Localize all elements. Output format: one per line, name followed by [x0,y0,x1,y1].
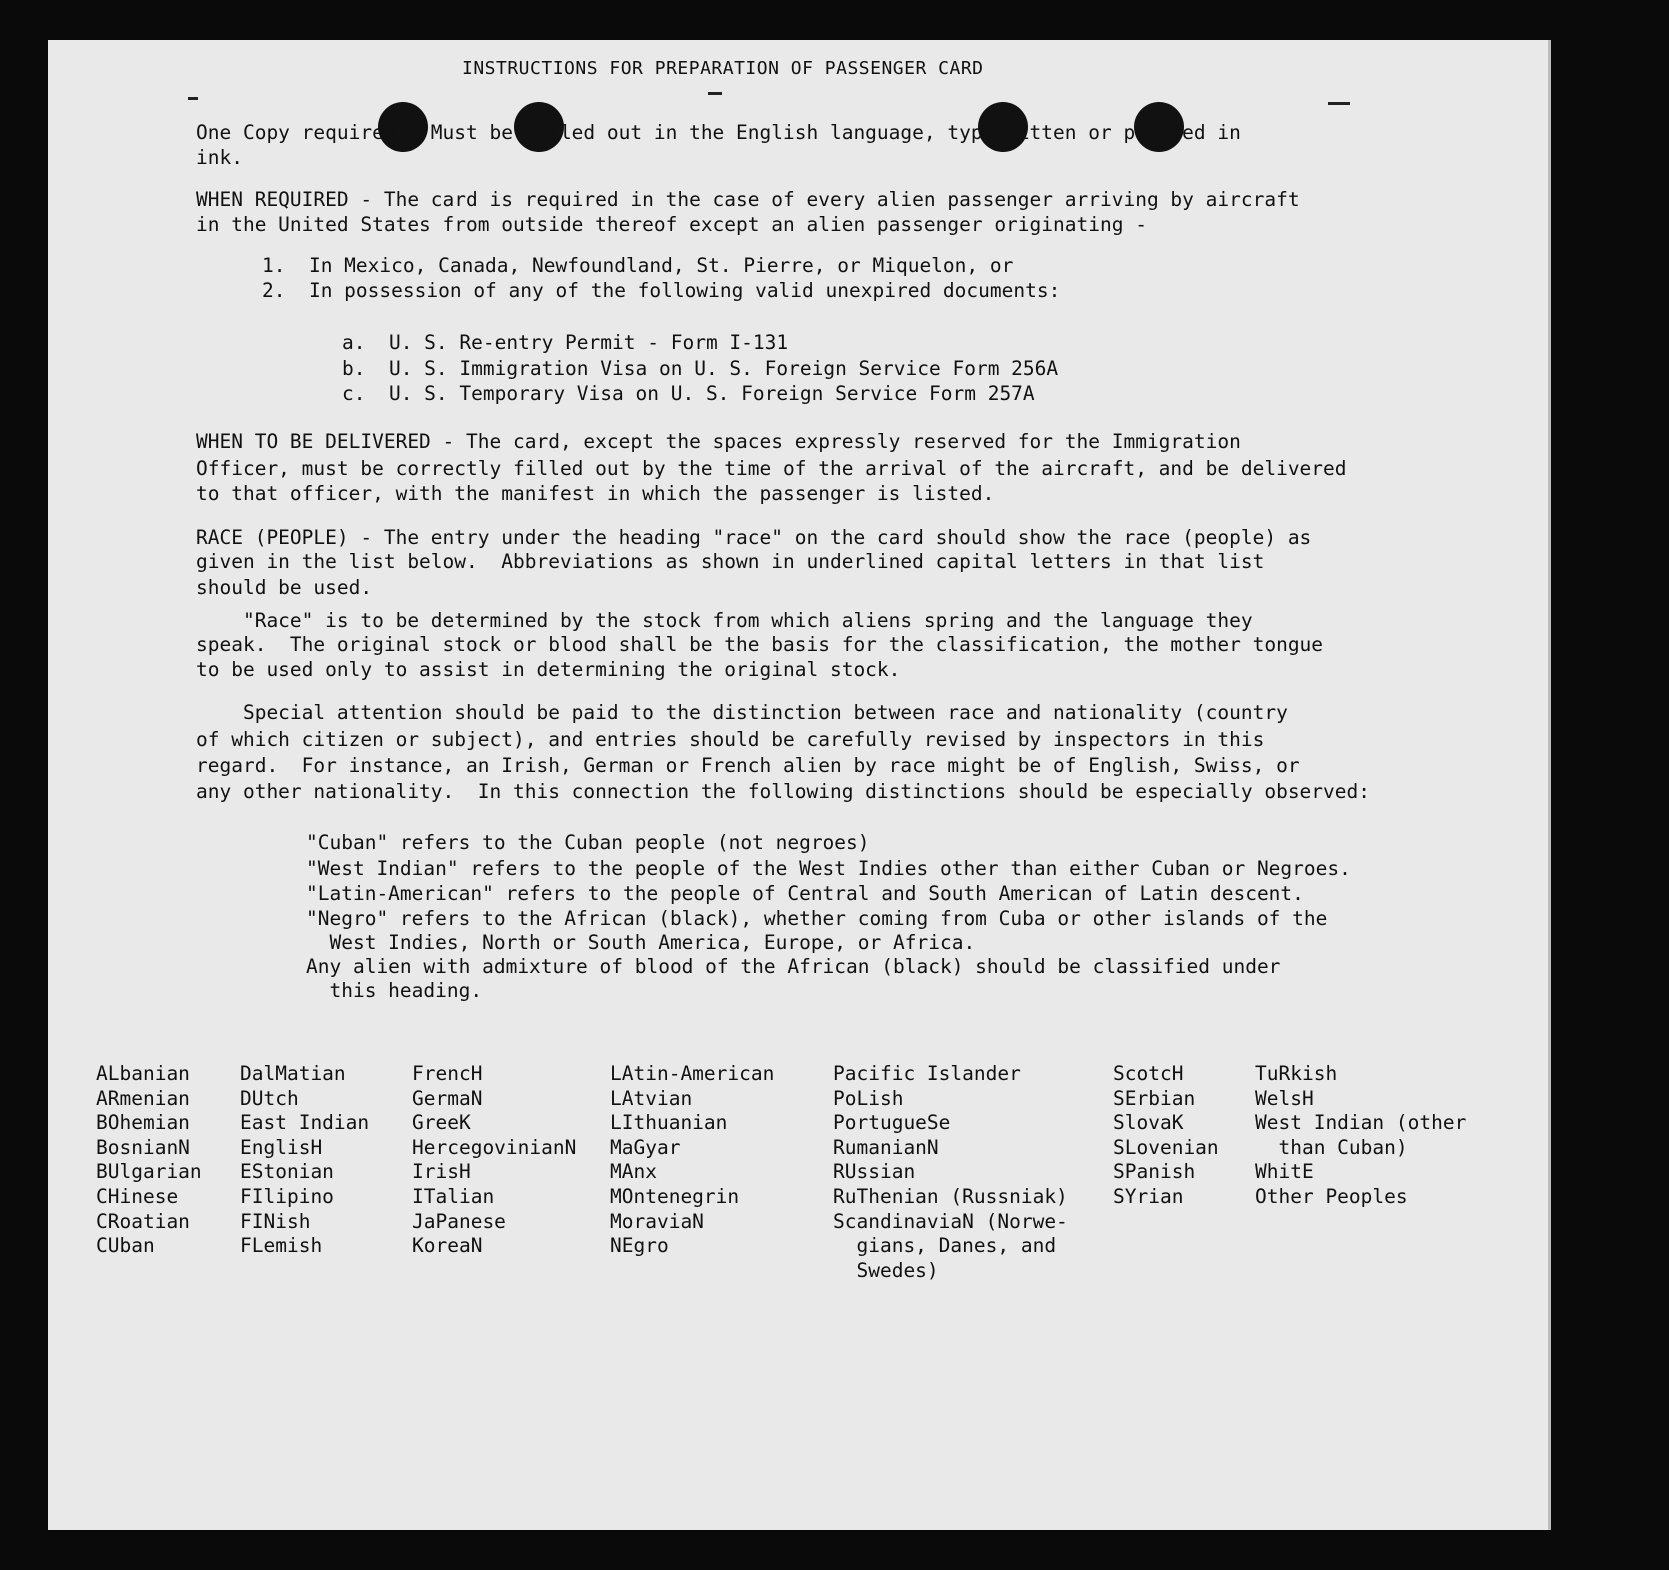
when-delivered-line: to that officer, with the manifest in which the passenger is listed. [196,482,995,505]
race-list-item: SlovaK [1113,1111,1184,1135]
intro-line: One Copy required. Must be filled out in the English language, typewritten or printed in [196,121,1241,144]
lettered-item: a. U. S. Re-entry Permit - Form I-131 [342,331,789,354]
race-list-item: Pacific Islander [833,1062,1021,1085]
race-list-item: SYrian [1113,1185,1184,1208]
race-list-item: Swedes) [833,1258,939,1282]
race-list-item: FINish [240,1209,311,1233]
race-list-item: MoraviaN [610,1209,704,1233]
race-list-item: PoLish [833,1086,904,1110]
race-list-item: WelsH [1255,1086,1314,1110]
race-list-item: SErbian [1113,1086,1196,1110]
race-list-item: ITalian [412,1185,495,1208]
race-list-item: FrencH [412,1062,483,1085]
distinction-line: "West Indian" refers to the people of the West Indies other than either Cuban or Negroes. [306,857,1351,880]
race-list-item: EnglisH [240,1135,323,1159]
race-definition-line: to be used only to assist in determining the original stock. [196,658,901,681]
race-list-item: CUban [96,1234,155,1258]
race-list-item: BosnianN [96,1135,190,1159]
race-list-item: West Indian (other [1255,1111,1467,1135]
race-list-item: JaPanese [412,1209,506,1233]
special-attention-line: regard. For instance, an Irish, German or French alien by race might be of English, Swiss, or [196,754,1300,777]
race-list-item: Other Peoples [1255,1185,1408,1208]
race-people-line: RACE (PEOPLE) - The entry under the heading "race" on the card should show the race (people) as [196,526,1312,549]
numbered-item: 2. In possession of any of the following valid unexpired documents: [262,279,1061,302]
race-list-item: gians, Danes, and [833,1234,1057,1258]
race-list-item: NEgro [610,1234,669,1258]
ink-smudge [708,92,722,95]
race-list-item: BOhemian [96,1111,190,1135]
race-people-line: given in the list below. Abbreviations as shown in underlined capital letters in that list [196,550,1265,573]
lettered-item: b. U. S. Immigration Visa on U. S. Foreign Service Form 256A [342,357,1059,380]
special-attention-line: of which citizen or subject), and entries should be carefully revised by inspectors in this [196,728,1265,751]
special-attention-line: Special attention should be paid to the distinction between race and nationality (country [196,701,1288,724]
race-list-item: MOntenegrin [610,1185,740,1208]
race-list-item: LAtin-American [610,1062,775,1085]
race-list-item: HercegovinianN [412,1135,577,1159]
when-required-line: in the United States from outside thereof except an alien passenger originating - [196,213,1147,236]
distinction-line: "Latin-American" refers to the people of Central and South American of Latin descent. [306,882,1304,905]
race-list-item: than Cuban) [1255,1135,1408,1159]
distinction-line: West Indies, North or South America, Europe, or Africa. [306,931,976,954]
race-list-item: SLovenian [1113,1135,1219,1159]
intro-line: ink. [196,146,243,169]
race-list-item: BUlgarian [96,1160,202,1184]
race-list-item: EStonian [240,1160,334,1184]
race-list-item: ScandinaviaN (Norwe- [833,1209,1068,1233]
race-list-item: GreeK [412,1111,471,1135]
when-required-line: WHEN REQUIRED - The card is required in the case of every alien passenger arriving by aircraft [196,188,1300,211]
race-list-item: DUtch [240,1086,299,1110]
race-people-line: should be used. [196,576,373,599]
special-attention-line: any other nationality. In this connection the following distinctions should be especially observed: [196,780,1370,803]
race-definition-line: "Race" is to be determined by the stock from which aliens spring and the language they [196,609,1253,632]
ink-smudge [1328,102,1350,105]
race-list-item: East Indian [240,1111,370,1135]
race-list-item: CHinese [96,1185,179,1208]
race-list-item: LAtvian [610,1086,693,1110]
race-list-item: GermaN [412,1086,483,1110]
distinction-line: Any alien with admixture of blood of the African (black) should be classified under [306,955,1281,978]
race-list-item: DalMatian [240,1062,346,1085]
numbered-item: 1. In Mexico, Canada, Newfoundland, St. Pierre, or Miquelon, or [262,254,1014,277]
distinction-line: "Cuban" refers to the Cuban people (not negroes) [306,831,870,854]
when-delivered-line: Officer, must be correctly filled out by the time of the arrival of the aircraft, and be delivered [196,457,1347,480]
race-list-item: MAnx [610,1160,657,1184]
race-list-item: LIthuanian [610,1111,728,1135]
ink-smudge [188,97,198,100]
distinction-line: this heading. [306,979,483,1002]
race-list-item: IrisH [412,1160,471,1184]
race-list-item: CRoatian [96,1209,190,1233]
race-list-item: KoreaN [412,1234,483,1258]
race-list-item: RUssian [833,1160,916,1184]
distinction-line: "Negro" refers to the African (black), whether coming from Cuba or other islands of the [306,907,1328,930]
race-list-item: RuThenian (Russniak) [833,1185,1068,1208]
race-list-item: ALbanian [96,1062,190,1085]
race-list-item: PortugueSe [833,1111,951,1135]
lettered-item: c. U. S. Temporary Visa on U. S. Foreign Service Form 257A [342,382,1035,405]
race-list-item: FIlipino [240,1185,334,1208]
race-list-item: SPanish [1113,1160,1196,1184]
when-delivered-line: WHEN TO BE DELIVERED - The card, except the spaces expressly reserved for the Immigration [196,430,1241,453]
page-title: INSTRUCTIONS FOR PREPARATION OF PASSENGER CARD [462,58,984,79]
race-list-item: WhitE [1255,1160,1314,1184]
race-list-item: MaGyar [610,1135,681,1159]
race-list-item: TuRkish [1255,1062,1338,1085]
race-list-item: FLemish [240,1234,323,1258]
race-list-item: ARmenian [96,1086,190,1110]
race-list-item: ScotcH [1113,1062,1184,1085]
race-definition-line: speak. The original stock or blood shall be the basis for the classification, the mother tongue [196,633,1324,656]
race-list-item: RumanianN [833,1135,939,1159]
